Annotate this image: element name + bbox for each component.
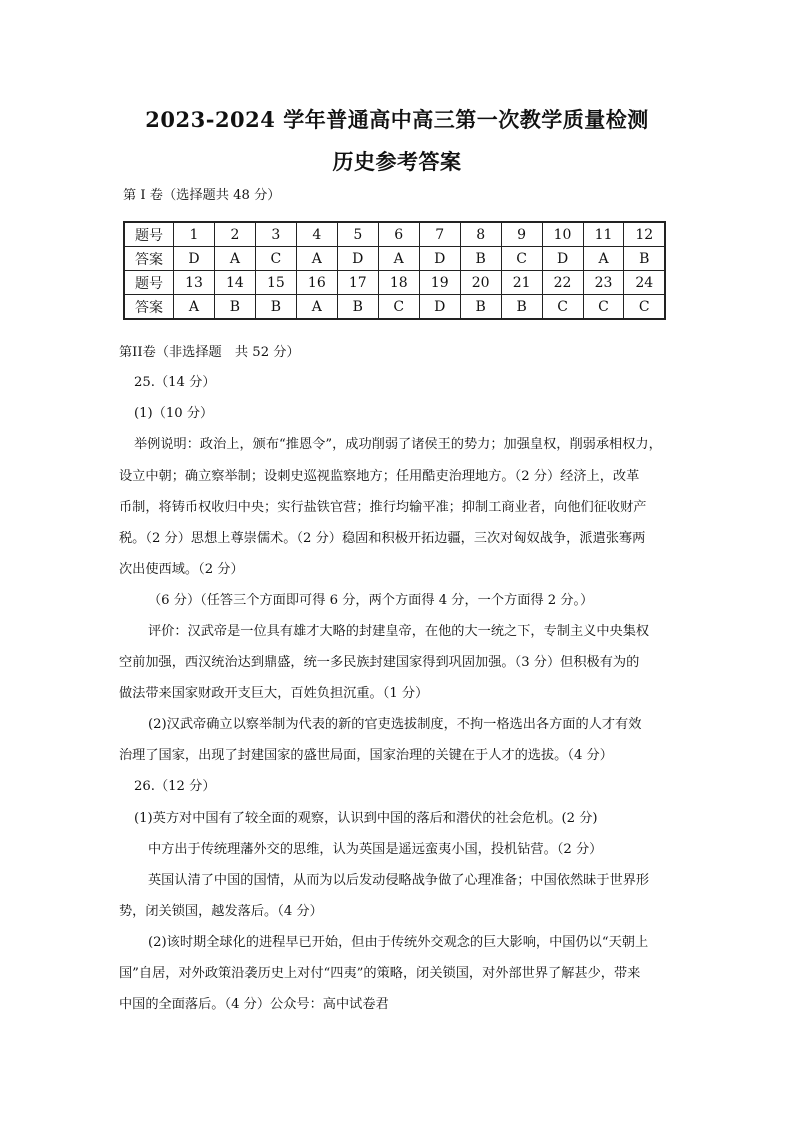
row-header: 答案 [124, 295, 174, 320]
row-header: 题号 [124, 271, 174, 295]
answer-cell: B [624, 247, 665, 271]
part1-label: 第 I 卷（选择题共 48 分） [123, 188, 281, 203]
paragraph-line: 做法带来国家财政开支巨大，百姓负担沉重。（1 分） [119, 686, 429, 701]
answer-cell: A [214, 247, 255, 271]
answer-cell: D [419, 295, 460, 320]
answer-cell: B [337, 295, 378, 320]
q26-header: 26.（12 分） [134, 779, 216, 794]
part2-label: 第II卷（非选择题 共 52 分） [119, 345, 300, 360]
paragraph-line: 次出使西域。（2 分） [119, 562, 244, 577]
q25-header: 25.（14 分） [134, 375, 216, 390]
answer-cell: D [174, 247, 215, 271]
answer-cell: C [583, 295, 624, 320]
document-subtitle: 历史参考答案 [332, 149, 462, 174]
answer-cell: B [501, 295, 542, 320]
row-header: 题号 [124, 222, 174, 247]
answer-table [123, 221, 666, 320]
answer-cell: B [460, 247, 501, 271]
question-number: 2 [214, 222, 255, 247]
question-number: 19 [419, 271, 460, 295]
answer-cell: C [542, 295, 583, 320]
question-number: 20 [460, 271, 501, 295]
question-number: 6 [378, 222, 419, 247]
question-number: 24 [624, 271, 665, 295]
question-number: 12 [624, 222, 665, 247]
question-number: 18 [378, 271, 419, 295]
scoring-note: （6 分）（任答三个方面即可得 6 分，两个方面得 4 分，一个方面得 2 分。） [148, 593, 594, 608]
paragraph-line: 中方出于传统理藩外交的思维，认为英国是遥远蛮夷小国，投机钻营。（2 分） [148, 842, 603, 857]
paragraph-line: 势，闭关锁国，越发落后。（4 分） [119, 904, 323, 919]
question-number: 15 [255, 271, 296, 295]
answer-cell: C [255, 247, 296, 271]
paragraph-line: 治理了国家，出现了封建国家的盛世局面，国家治理的关键在于人才的选拔。（4 分） [119, 748, 613, 763]
answer-cell: D [337, 247, 378, 271]
paragraph-line: 税。（2 分）思想上尊崇儒术。（2 分）稳固和积极开拓边疆，三次对匈奴战争，派遣张骞两 [119, 531, 646, 546]
answer-cell: D [419, 247, 460, 271]
question-number: 9 [501, 222, 542, 247]
answer-cell: B [460, 295, 501, 320]
paragraph-line: 英国认清了中国的国情，从而为以后发动侵略战争做了心理准备；中国依然昧于世界形 [148, 873, 650, 888]
question-number: 4 [296, 222, 337, 247]
paragraph-line: 设立中朝；确立察举制；设刺史巡视监察地方；任用酷吏治理地方。（2 分）经济上，改革 [119, 469, 640, 484]
answer-cell: A [174, 295, 215, 320]
paragraph-line: 币制，将铸币权收归中央；实行盐铁官营；推行均输平准；抑制工商业者，向他们征收财产 [119, 500, 647, 515]
paragraph-line: (1)英方对中国有了较全面的观察，认识到中国的落后和潜伏的社会危机。(2 分) [134, 811, 598, 826]
answer-cell: A [296, 295, 337, 320]
answer-cell: A [583, 247, 624, 271]
answer-cell: D [542, 247, 583, 271]
question-number: 21 [501, 271, 542, 295]
question-number: 8 [460, 222, 501, 247]
question-number: 22 [542, 271, 583, 295]
answer-cell: A [378, 247, 419, 271]
answer-cell: B [214, 295, 255, 320]
table-row [124, 271, 665, 295]
q25-sub1-header: (1)（10 分） [134, 406, 214, 421]
answer-cell: B [255, 295, 296, 320]
answer-cell: C [501, 247, 542, 271]
question-number: 17 [337, 271, 378, 295]
question-number: 3 [255, 222, 296, 247]
question-number: 13 [174, 271, 215, 295]
answer-cell: C [378, 295, 419, 320]
question-number: 11 [583, 222, 624, 247]
table-row [124, 295, 665, 320]
question-number: 1 [174, 222, 215, 247]
question-number: 16 [296, 271, 337, 295]
table-row [124, 222, 665, 247]
row-header: 答案 [124, 247, 174, 271]
paragraph-line: 中国的全面落后。（4 分）公众号：高中试卷君 [119, 997, 389, 1012]
question-number: 23 [583, 271, 624, 295]
paragraph-line: (2)该时期全球化的进程早已开始，但由于传统外交观念的巨大影响，中国仍以“天朝上 [148, 935, 649, 950]
paragraph-line: (2)汉武帝确立以察举制为代表的新的官吏选拔制度，不拘一格选出各方面的人才有效 [148, 717, 642, 732]
answer-cell: C [624, 295, 665, 320]
answer-cell: A [296, 247, 337, 271]
question-number: 7 [419, 222, 460, 247]
paragraph-line: 举例说明：政治上，颁布“推恩令”，成功削弱了诸侯王的势力；加强皇权，削弱承相权力， [134, 437, 662, 452]
paragraph-line: 空前加强，西汉统治达到鼎盛，统一多民族封建国家得到巩固加强。（3 分）但积极有为的 [119, 655, 640, 670]
paragraph-line: 评价：汉武帝是一位具有雄才大略的封建皇帝，在他的大一统之下，专制主义中央集权 [148, 624, 650, 639]
question-number: 10 [542, 222, 583, 247]
question-number: 5 [337, 222, 378, 247]
table-row [124, 247, 665, 271]
document-title: 2023-2024 学年普通高中高三第一次教学质量检测 [145, 107, 649, 132]
paragraph-line: 国”自居，对外政策沿袭历史上对付“四夷”的策略，闭关锁国，对外部世界了解甚少，带来 [119, 966, 641, 981]
question-number: 14 [214, 271, 255, 295]
